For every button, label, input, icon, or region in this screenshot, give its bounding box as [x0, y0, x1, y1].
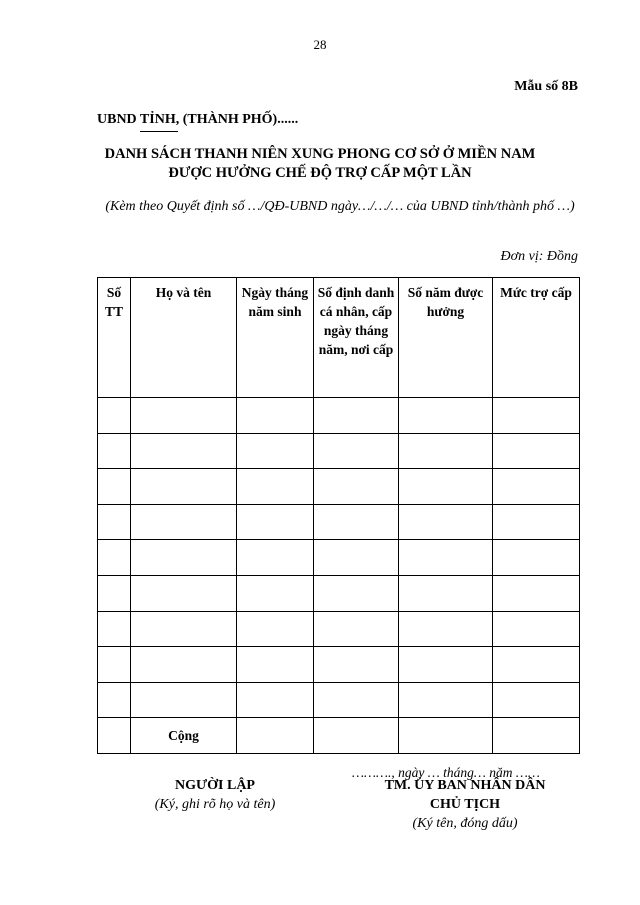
total-label: Cộng — [131, 718, 237, 754]
issuing-agency: UBND TỈNH, (THÀNH PHỐ)...... — [97, 112, 299, 127]
table-cell — [399, 469, 493, 505]
table-cell — [399, 398, 493, 434]
table-row — [98, 540, 580, 576]
table-cell — [98, 682, 131, 718]
table-cell — [237, 647, 314, 683]
table-cell — [131, 540, 237, 576]
table-cell — [98, 575, 131, 611]
table-cell — [131, 647, 237, 683]
table-row — [98, 611, 580, 647]
table-cell — [131, 433, 237, 469]
header-stt: Số TT — [98, 278, 131, 398]
table-cell — [131, 398, 237, 434]
table-cell — [237, 398, 314, 434]
table-cell — [237, 504, 314, 540]
preparer-note: (Ký, ghi rõ họ và tên) — [154, 797, 276, 812]
header-date-of-birth: Ngày tháng năm sinh — [237, 278, 314, 398]
title-line-1: DANH SÁCH THANH NIÊN XUNG PHONG CƠ SỞ Ở MIỀN NAM — [104, 146, 536, 162]
table-cell — [399, 611, 493, 647]
table-cell — [493, 611, 580, 647]
table-cell — [98, 611, 131, 647]
table-cell — [493, 575, 580, 611]
table-cell — [493, 469, 580, 505]
table-cell — [131, 611, 237, 647]
table-cell — [493, 433, 580, 469]
table-cell — [98, 647, 131, 683]
table-cell — [493, 718, 580, 754]
table-cell — [399, 575, 493, 611]
table-row — [98, 469, 580, 505]
table-cell — [237, 540, 314, 576]
table-cell — [399, 504, 493, 540]
document-subtitle: (Kèm theo Quyết định số …/QĐ-UBND ngày…/…/… của UBND tỉnh/thành phố …) — [105, 199, 575, 214]
table-cell — [98, 398, 131, 434]
table-cell — [314, 469, 399, 505]
table-cell — [131, 469, 237, 505]
table-cell — [237, 718, 314, 754]
table-row — [98, 433, 580, 469]
table-cell — [98, 540, 131, 576]
table-cell — [399, 647, 493, 683]
table-cell — [237, 611, 314, 647]
table-cell — [237, 469, 314, 505]
table-cell — [131, 504, 237, 540]
page-number: 28 — [313, 37, 327, 52]
table-cell — [493, 540, 580, 576]
document-title — [60, 145, 580, 183]
table-row — [98, 682, 580, 718]
table-header-row — [98, 278, 580, 398]
table-row — [98, 398, 580, 434]
title-line-2: ĐƯỢC HƯỞNG CHẾ ĐỘ TRỢ CẤP MỘT LẦN — [168, 165, 472, 181]
table-row — [98, 575, 580, 611]
table-row — [98, 647, 580, 683]
signatory-note: (Ký tên, đóng dấu) — [412, 816, 518, 831]
table-cell — [314, 398, 399, 434]
header-allowance-amount: Mức trợ cấp — [493, 278, 580, 398]
signatory-role: CHỦ TỊCH — [429, 797, 501, 812]
table-cell — [399, 433, 493, 469]
table-cell — [493, 647, 580, 683]
preparer-title: NGƯỜI LẬP — [175, 778, 255, 793]
table-cell — [493, 682, 580, 718]
table-cell — [493, 504, 580, 540]
table-cell — [399, 718, 493, 754]
table-cell — [314, 611, 399, 647]
beneficiary-table — [97, 277, 580, 754]
table-cell — [237, 575, 314, 611]
header-full-name: Họ và tên — [131, 278, 237, 398]
currency-unit: Đơn vị: Đồng — [500, 249, 578, 264]
header-years-eligible: Số năm được hưởng — [399, 278, 493, 398]
table-cell — [98, 504, 131, 540]
total-row — [98, 718, 580, 754]
form-code: Mẫu số 8B — [514, 79, 578, 94]
table-cell — [98, 718, 131, 754]
table-body — [98, 398, 580, 754]
table-cell — [314, 575, 399, 611]
table-cell — [237, 433, 314, 469]
table-cell — [237, 682, 314, 718]
table-cell — [314, 647, 399, 683]
table-cell — [314, 540, 399, 576]
signatory-organization: TM. ỦY BAN NHÂN DÂN — [384, 778, 546, 793]
table-cell — [314, 682, 399, 718]
table-cell — [131, 575, 237, 611]
table-cell — [493, 398, 580, 434]
table-cell — [314, 504, 399, 540]
table-cell — [399, 682, 493, 718]
table-cell — [98, 433, 131, 469]
date-line: ………., ngày … tháng… năm …… — [352, 765, 540, 780]
table-cell — [98, 469, 131, 505]
table-cell — [314, 433, 399, 469]
table-cell — [399, 540, 493, 576]
header-personal-id: Số định danh cá nhân, cấp ngày tháng năm, nơi cấp — [314, 278, 399, 398]
agency-underline — [140, 131, 178, 132]
table-row — [98, 504, 580, 540]
table-cell — [131, 682, 237, 718]
table-cell — [314, 718, 399, 754]
